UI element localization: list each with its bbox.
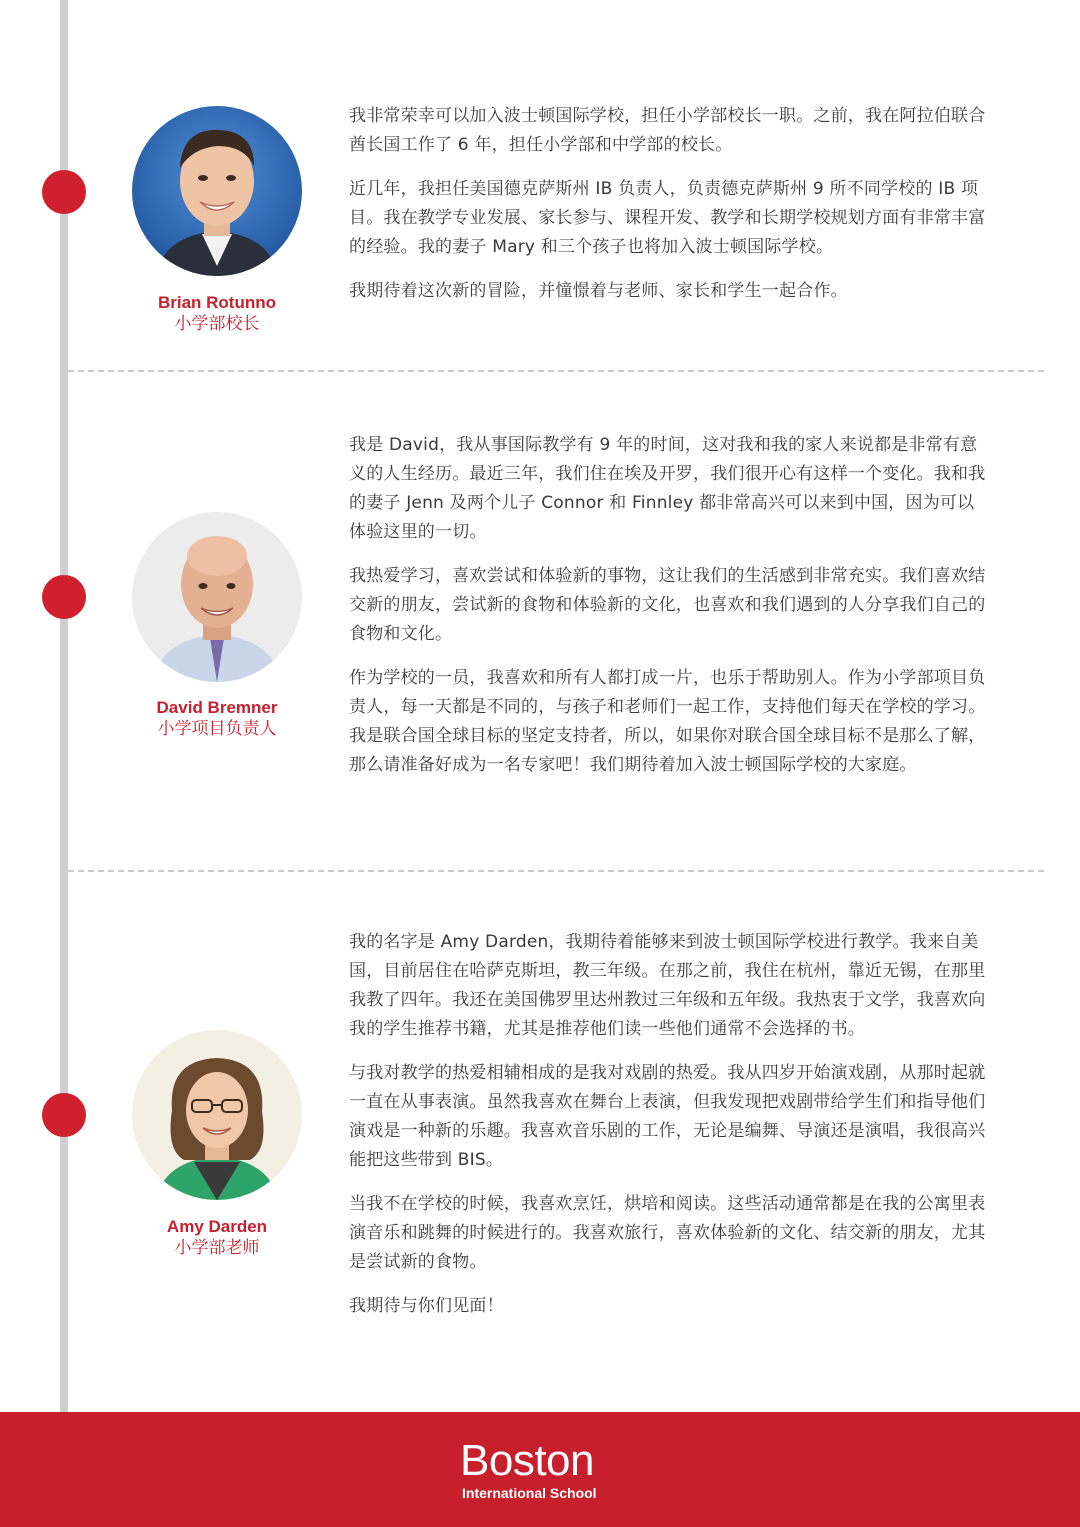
timeline-dot [42, 575, 86, 619]
person-role: 小学部老师 [174, 1238, 260, 1258]
bio-paragraph: 作为学校的一员，我喜欢和所有人都打成一片，也乐于帮助别人。作为小学部项目负责人，每一天都是不同的，与孩子和老师们一起工作，支持他们每天在学校的学习。我是联合国全球目标的坚定支持者，所以，如果你对联合国全球目标不是那么了解，那么请准备好成为一名专家吧！我们期待着加入波士顿国际学校的大家庭。 [349, 668, 986, 775]
person-role: 小学项目负责人 [157, 719, 277, 739]
bio-paragraph: 我的名字是 Amy Darden，我期待着能够来到波士顿国际学校进行教学。我来自美国，目前居住在哈萨克斯坦，教三年级。在那之前，我住在杭州，靠近无锡，在那里我教了四年。我还在美国佛罗里达州教过三年级和五年级。我热衷于文学，我喜欢向我的学生推荐书籍，尤其是推荐他们读一些他们通常不会选择的书。 [349, 932, 986, 1039]
person-name: David Bremner [156, 698, 278, 717]
school-logo [460, 1437, 630, 1507]
person-name: Brian Rotunno [157, 293, 277, 312]
timeline-dot [42, 1093, 86, 1137]
avatar-amy-darden [132, 1030, 302, 1200]
bio-paragraph: 我非常荣幸可以加入波士顿国际学校，担任小学部校长一职。之前，我在阿拉伯联合酋长国工作了 6 年，担任小学部和中学部的校长。 [349, 106, 986, 155]
bio-paragraph: 我热爱学习，喜欢尝试和体验新的事物，这让我们的生活感到非常充实。我们喜欢结交新的朋友，尝试新的食物和体验新的文化，也喜欢和我们遇到的人分享我们自己的食物和文化。 [349, 566, 986, 644]
bio-text [349, 928, 989, 1336]
bio-paragraph: 我期待与你们见面！ [349, 1296, 504, 1316]
bio-paragraph: 近几年，我担任美国德克萨斯州 IB 负责人，负责德克萨斯州 9 所不同学校的 IB 项目。我在教学专业发展、家长参与、课程开发、教学和长期学校规划方面有非常丰富的经验。我的妻子 Mary 和三个孩子也将加入波士顿国际学校。 [349, 179, 986, 257]
bio-text [349, 102, 989, 321]
section-divider [68, 870, 1044, 872]
person-role: 小学部校长 [174, 314, 260, 334]
section-divider [68, 370, 1044, 372]
bio-text [349, 431, 989, 795]
bio-paragraph: 我是 David，我从事国际教学有 9 年的时间，这对我和我的家人来说都是非常有意义的人生经历。最近三年，我们住在埃及开罗，我们很开心有这样一个变化。我和我的妻子 Jenn 及两个儿子 Connor 和 Finnley 都非常高兴可以来到中国，因为可以体验这里的一切。 [349, 435, 986, 542]
logo-wordmark: Boston [460, 1436, 594, 1485]
person-name: Amy Darden [166, 1217, 268, 1236]
avatar-brian-rotunno [132, 106, 302, 276]
avatar-david-bremner [132, 512, 302, 682]
bio-paragraph: 我期待着这次新的冒险，并憧憬着与老师、家长和学生一起合作。 [349, 281, 848, 301]
timeline-dot [42, 170, 86, 214]
logo-subtitle: International School [462, 1485, 597, 1501]
bio-paragraph: 当我不在学校的时候，我喜欢烹饪，烘培和阅读。这些活动通常都是在我的公寓里表演音乐和跳舞的时候进行的。我喜欢旅行，喜欢体验新的文化、结交新的朋友，尤其是尝试新的食物。 [349, 1194, 986, 1272]
bio-paragraph: 与我对教学的热爱相辅相成的是我对戏剧的热爱。我从四岁开始演戏剧，从那时起就一直在从事表演。虽然我喜欢在舞台上表演，但我发现把戏剧带给学生们和指导他们演戏是一种新的乐趣。我喜欢音乐剧的工作，无论是编舞、导演还是演唱，我很高兴能把这些带到 BIS。 [349, 1063, 986, 1170]
